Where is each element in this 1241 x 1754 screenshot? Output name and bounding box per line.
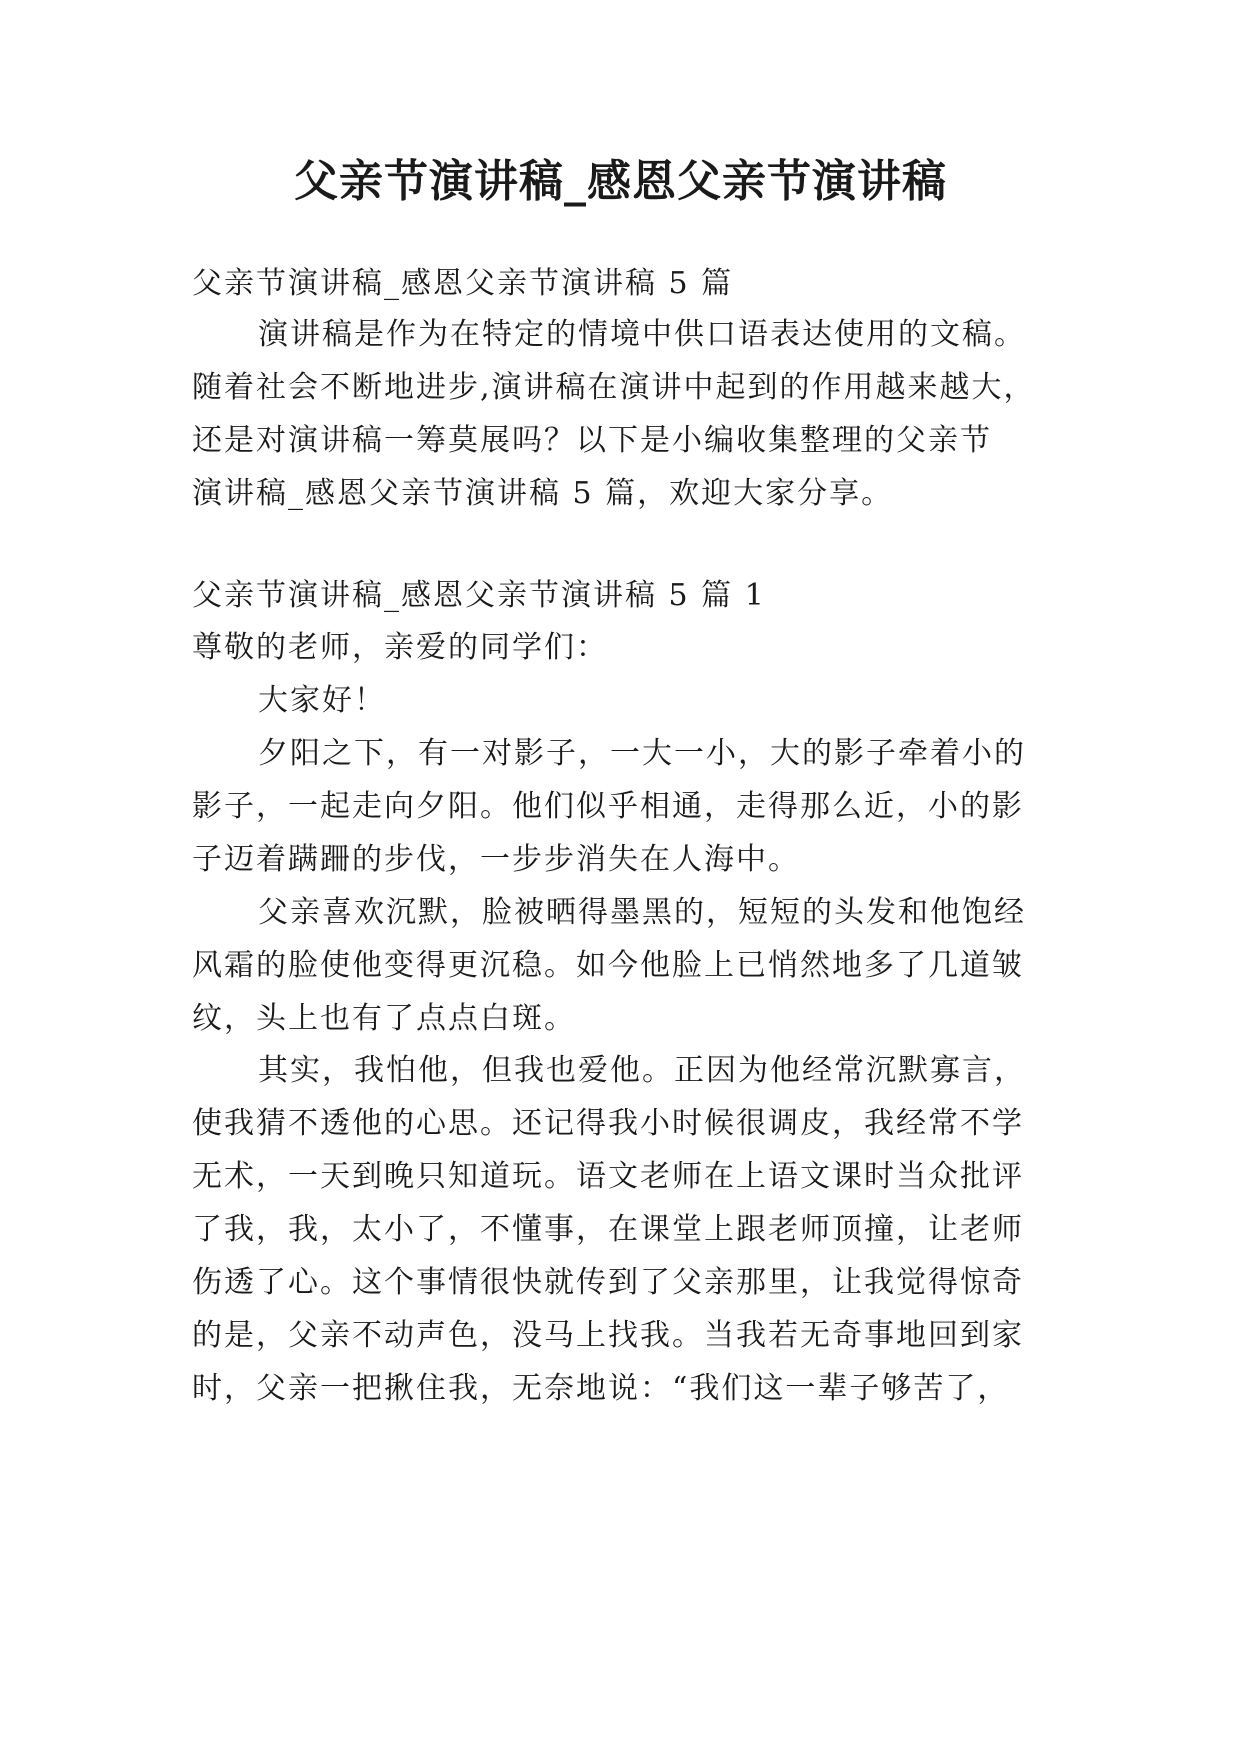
greeting: 大家好！ xyxy=(258,683,386,718)
paragraph-line: 的是，父亲不动声色，没马上找我。当我若无奇事地回到家 xyxy=(192,1318,1024,1353)
paragraph-line: 子迈着蹒跚的步伐，一步步消失在人海中。 xyxy=(192,842,800,877)
paragraph-line: 时，父亲一把揪住我，无奈地说：“我们这一辈子够苦了， xyxy=(192,1371,1010,1406)
paragraph-line: 无术，一天到晚只知道玩。语文老师在上语文课时当众批评 xyxy=(192,1159,1024,1194)
paragraph-line: 使我猜不透他的心思。还记得我小时候很调皮，我经常不学 xyxy=(192,1106,1024,1141)
intro-line: 随着社会不断地进步,演讲稿在演讲中起到的作用越来越大， xyxy=(192,370,1036,405)
paragraph-line: 父亲喜欢沉默，脸被晒得墨黑的，短短的头发和他饱经 xyxy=(258,895,1026,930)
intro-line: 演讲稿_感恩父亲节演讲稿 5 篇，欢迎大家分享。 xyxy=(192,476,894,511)
paragraph-line: 伤透了心。这个事情很快就传到了父亲那里，让我觉得惊奇 xyxy=(192,1265,1024,1300)
paragraph-line: 纹，头上也有了点点白斑。 xyxy=(192,1001,576,1036)
document-title: 父亲节演讲稿_感恩父亲节演讲稿 xyxy=(294,156,947,207)
paragraph-line: 其实，我怕他，但我也爱他。正因为他经常沉默寡言， xyxy=(258,1053,1026,1088)
intro-line: 演讲稿是作为在特定的情境中供口语表达使用的文稿。 xyxy=(258,317,1026,352)
section-heading: 父亲节演讲稿_感恩父亲节演讲稿 5 篇 1 xyxy=(192,578,766,613)
salutation: 尊敬的老师，亲爱的同学们： xyxy=(192,630,608,665)
paragraph-line: 风霜的脸使他变得更沉稳。如今他脸上已悄然地多了几道皱 xyxy=(192,948,1024,983)
paragraph-line: 影子，一起走向夕阳。他们似乎相通，走得那么近，小的影 xyxy=(192,789,1024,824)
paragraph-line: 了我，我，太小了，不懂事，在课堂上跟老师顶撞，让老师 xyxy=(192,1212,1024,1247)
paragraph-line: 夕阳之下，有一对影子，一大一小，大的影子牵着小的 xyxy=(258,736,1026,771)
intro-line: 还是对演讲稿一筹莫展吗？以下是小编收集整理的父亲节 xyxy=(192,423,992,458)
document-subtitle: 父亲节演讲稿_感恩父亲节演讲稿 5 篇 xyxy=(192,266,734,301)
